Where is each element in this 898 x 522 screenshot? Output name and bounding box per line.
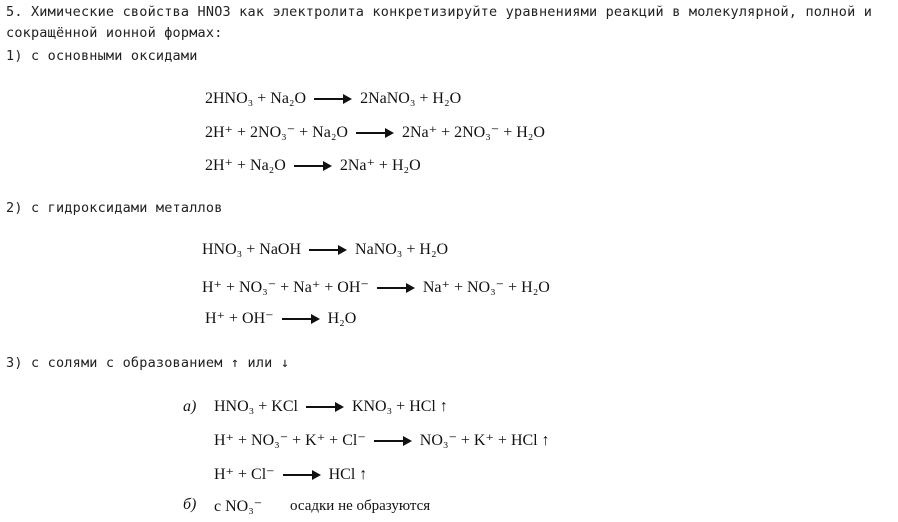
equation-right: HCl ↑ xyxy=(328,466,368,483)
reaction-arrow-icon xyxy=(314,94,352,104)
part-a-label: а) xyxy=(183,398,197,415)
equation-full-ionic-1 xyxy=(205,122,545,142)
equation-short-ionic-2 xyxy=(205,308,356,328)
equation-left: HNO₃ + KCl xyxy=(214,398,298,415)
reaction-arrow-icon xyxy=(294,161,332,171)
equation-right: KNO₃ + HCl ↑ xyxy=(351,398,448,415)
equation-left: H⁺ + NO₃⁻ + Na⁺ + OH⁻ xyxy=(202,279,369,296)
equation-left: 2HNO₃ + Na₂O xyxy=(205,90,307,107)
equation-left: H⁺ + NO₃⁻ + K⁺ + Cl⁻ xyxy=(214,432,366,449)
equation-right: 2Na⁺ + 2NO₃⁻ + H₂O xyxy=(401,124,545,141)
section-title-basic-oxides: 1) с основными оксидами xyxy=(6,48,198,64)
equation-short-ionic-3 xyxy=(214,464,367,484)
equation-right: 2NaNO₃ + H₂O xyxy=(360,90,462,107)
equation-right: Na⁺ + NO₃⁻ + H₂O xyxy=(422,279,550,296)
section-title-hydroxides: 2) с гидроксидами металлов xyxy=(6,200,223,216)
part-b-reagent: с NO₃⁻ xyxy=(214,498,263,515)
equation-full-ionic-2 xyxy=(202,277,550,297)
task-header-line-1: 5. Химические свойства HNO3 как электролита конкретизируйте уравнениями реакций в молекулярной, полной и xyxy=(6,4,873,20)
equation-left: H⁺ + OH⁻ xyxy=(205,310,274,327)
equation-right: H₂O xyxy=(327,310,357,327)
equation-right: 2Na⁺ + H₂O xyxy=(339,157,421,174)
reaction-arrow-icon xyxy=(309,245,347,255)
reaction-arrow-icon xyxy=(356,128,394,138)
equation-short-ionic-1 xyxy=(205,155,421,175)
equation-molecular-1 xyxy=(205,90,461,108)
section-title-salts: 3) с солями с образованием ↑ или ↓ xyxy=(6,355,290,371)
part-b-label: б) xyxy=(183,496,197,513)
reaction-arrow-icon xyxy=(377,283,415,293)
reaction-arrow-icon xyxy=(306,402,344,412)
reaction-arrow-icon xyxy=(283,470,321,480)
equation-full-ionic-3 xyxy=(214,430,550,450)
equation-left: H⁺ + Cl⁻ xyxy=(214,466,275,483)
reaction-arrow-icon xyxy=(282,314,320,324)
equation-left: 2H⁺ + Na₂O xyxy=(205,157,286,174)
equation-left: HNO₃ + NaOH xyxy=(202,241,302,258)
task-header-line-2: сокращённой ионной формах: xyxy=(6,25,223,41)
equation-right: NaNO₃ + H₂O xyxy=(355,241,449,258)
part-b-note: осадки не образуются xyxy=(290,498,431,514)
equation-molecular-3 xyxy=(214,398,448,416)
reaction-arrow-icon xyxy=(374,436,412,446)
equation-left: 2H⁺ + 2NO₃⁻ + Na₂O xyxy=(205,124,348,141)
equation-molecular-2 xyxy=(202,241,448,259)
equation-right: NO₃⁻ + K⁺ + HCl ↑ xyxy=(419,432,550,449)
